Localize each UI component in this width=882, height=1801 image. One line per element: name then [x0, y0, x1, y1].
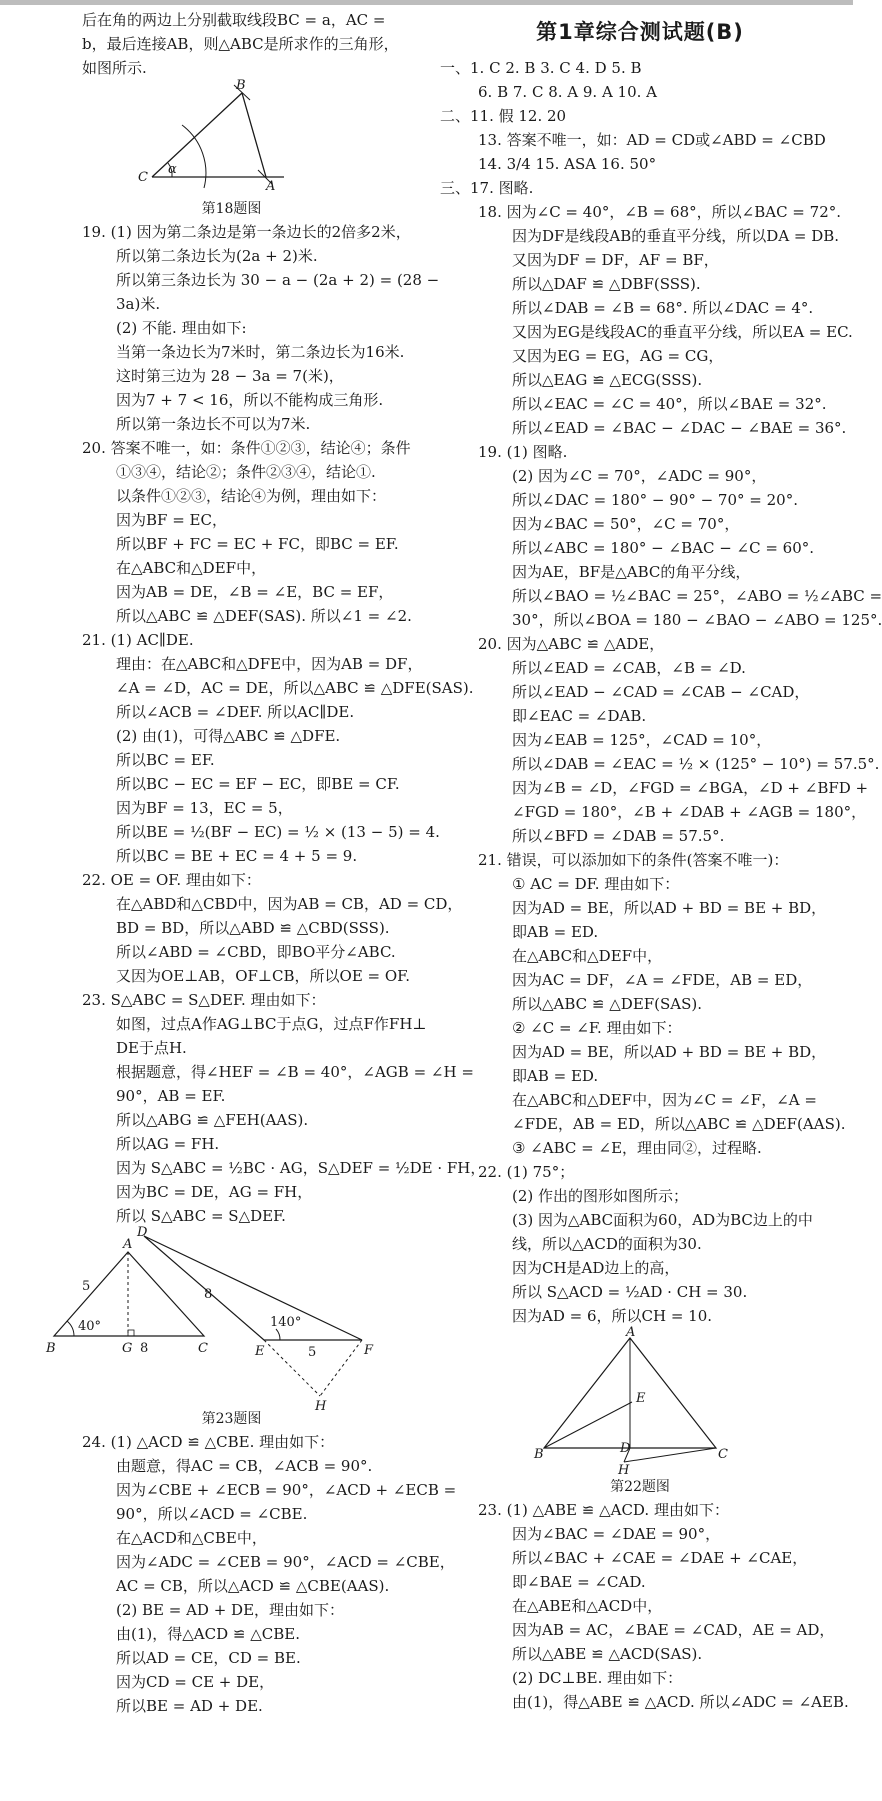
text-line: 因为AE，BF是△ABC的角平分线， [512, 563, 751, 581]
text-line: 在△ACD和△CBE中， [116, 1529, 267, 1547]
text-line: 后在角的两边上分别截取线段BC = a，AC = [82, 11, 386, 29]
text-line: 所以△DAF ≌ △DBF(SSS). [512, 275, 701, 293]
page-title: 第1章综合测试题(B) [536, 20, 744, 44]
fig18-label-a: A [266, 179, 276, 194]
text-line: (2) 因为∠C = 70°，∠ADC = 90°， [512, 467, 767, 485]
fig18-label-b: B [236, 78, 246, 93]
text-line: 因为7 + 7 < 16，所以不能构成三角形. [116, 391, 384, 409]
right-block-1 [440, 56, 882, 1328]
text-line: ① AC = DF. 理由如下： [512, 875, 680, 893]
text-line: 所以BF + FC = EC + FC，即BC = EF. [116, 535, 399, 553]
text-line: ∠FGD = 180°，∠B + ∠DAB + ∠AGB = 180°， [512, 803, 867, 821]
fig23-angle-e: 140° [270, 1315, 302, 1330]
text-line: 23. (1) △ABE ≌ △ACD. 理由如下： [478, 1501, 729, 1519]
fig23-label-c: C [198, 1341, 208, 1356]
text-line: 因为BF = EC， [116, 511, 227, 529]
right-block-2 [440, 1498, 849, 1714]
text-line: 所以第一条边长不可以为7米. [116, 415, 311, 433]
text-line: 22. OE = OF. 理由如下： [82, 871, 261, 889]
text-line: 由题意，得AC = CB，∠ACB = 90°. [116, 1457, 373, 1475]
text-line: 所以∠ACB = ∠DEF. 所以AC∥DE. [116, 703, 355, 721]
left-block-1 [44, 8, 419, 80]
text-line: 所以∠EAD = ∠CAB，∠B = ∠D. [512, 659, 746, 677]
figure-23 [44, 1225, 419, 1414]
text-line: 所以 S△ABC = S△DEF. [116, 1207, 286, 1225]
text-line: 因为∠EAB = 125°，∠CAD = 10°， [512, 731, 772, 749]
text-line: 因为BC = DE，AG = FH， [116, 1183, 313, 1201]
right-column [440, 8, 882, 1714]
fig23-caption: 第23题图 [201, 1411, 262, 1427]
text-line: 所以∠ABC = 180° − ∠BAC − ∠C = 60°. [512, 539, 815, 557]
text-line: 因为DF是线段AB的垂直平分线，所以DA = DB. [512, 227, 840, 245]
text-line: 由(1)，得△ACD ≌ △CBE. [116, 1625, 300, 1643]
text-line: 因为AD = BE，所以AD + BD = BE + BD， [512, 1043, 827, 1061]
text-line: 19. (1) 因为第二条边是第一条边长的2倍多2米， [82, 223, 411, 241]
text-line: 所以BC = BE + EC = 4 + 5 = 9. [116, 847, 358, 865]
text-line: 所以∠EAC = ∠C = 40°，所以∠BAE = 32°. [512, 395, 827, 413]
text-line: 所以∠BFD = ∠DAB = 57.5°. [512, 827, 725, 845]
text-line: 由(1)，得△ABE ≌ △ACD. 所以∠ADC = ∠AEB. [512, 1693, 849, 1711]
fig23-len-ab: 5 [82, 1279, 91, 1294]
text-line: 因为∠BAC = 50°，∠C = 70°， [512, 515, 740, 533]
text-line: 因为BF = 13，EC = 5， [116, 799, 293, 817]
text-line: 所以AG = FH. [116, 1135, 220, 1153]
text-line: 线，所以△ACD的面积为30. [512, 1235, 702, 1253]
text-line: 19. (1) 图略. [478, 443, 568, 461]
text-line: 一、1. C 2. B 3. C 4. D 5. B [440, 59, 642, 77]
text-line: 在△ABC和△DEF中，因为∠C = ∠F，∠A = [512, 1091, 817, 1109]
text-line: 所以∠EAD − ∠CAD = ∠CAB − ∠CAD， [512, 683, 810, 701]
text-line: 因为 S△ABC = ½BC · AG，S△DEF = ½DE · FH， [116, 1159, 486, 1177]
text-line: 90°，所以∠ACD = ∠CBE. [116, 1505, 308, 1523]
fig23-label-g: G [122, 1341, 133, 1356]
text-line: (2) 作出的图形如图所示； [512, 1187, 689, 1205]
fig23-label-f: F [364, 1343, 374, 1358]
text-line: 所以∠DAB = ∠EAC = ½ × (125° − 10°) = 57.5°. [512, 755, 880, 773]
text-line: ∠FDE，AB = ED，所以△ABC ≌ △DEF(AAS). [512, 1115, 846, 1133]
fig22-label-c: C [718, 1447, 728, 1462]
text-line: 即AB = ED. [512, 923, 599, 941]
text-line: 20. 因为△ABC ≌ △ADE， [478, 635, 665, 653]
fig23-len-ef: 5 [308, 1345, 317, 1360]
text-line: 14. 3/4 15. ASA 16. 50° [478, 155, 657, 173]
text-line: 又因为EG = EG，AG = CG， [512, 347, 724, 365]
text-line: DE于点H. [116, 1039, 187, 1057]
text-line: 所以 S△ACD = ½AD · CH = 30. [512, 1283, 748, 1301]
fig23-label-b: B [46, 1341, 56, 1356]
text-line: 23. S△ABC = S△DEF. 理由如下： [82, 991, 326, 1009]
fig18-label-c: C [138, 170, 148, 185]
left-column [44, 8, 486, 1718]
text-line: 所以△EAG ≌ △ECG(SSS). [512, 371, 703, 389]
text-line: 即∠EAC = ∠DAB. [512, 707, 647, 725]
text-line: 90°，AB = EF. [116, 1087, 226, 1105]
text-line: ③ ∠ABC = ∠E，理由同②，过程略. [512, 1139, 762, 1157]
fig22-label-a: A [626, 1325, 636, 1340]
text-line: 因为AB = DE，∠B = ∠E，BC = EF， [116, 583, 394, 601]
text-line: 30°，所以∠BOA = 180 − ∠BAO − ∠ABO = 125°. [512, 611, 882, 629]
left-block-2 [44, 220, 486, 1228]
text-line: 所以∠EAD = ∠BAC − ∠DAC − ∠BAE = 36°. [512, 419, 847, 437]
text-line: 因为AD = BE，所以AD + BD = BE + BD， [512, 899, 827, 917]
text-line: (3) 因为△ABC面积为60，AD为BC边上的中 [512, 1211, 813, 1229]
text-line: 以条件①②③，结论④为例，理由如下： [116, 487, 387, 505]
fig22-label-h: H [618, 1463, 630, 1478]
text-line: 所以∠BAC + ∠CAE = ∠DAE + ∠CAE， [512, 1549, 808, 1567]
text-line: 因为∠BAC = ∠DAE = 90°， [512, 1525, 721, 1543]
text-line: 3a)米. [116, 295, 161, 313]
text-line: 所以△ABC ≌ △DEF(SAS). 所以∠1 = ∠2. [116, 607, 412, 625]
text-line: 根据题意，得∠HEF = ∠B = 40°，∠AGB = ∠H = [116, 1063, 474, 1081]
top-border [0, 0, 853, 5]
text-line: 因为CD = CE + DE， [116, 1673, 275, 1691]
text-line: 所以第三条边长为 30 − a − (2a + 2) = (28 − [116, 271, 440, 289]
fig23-label-e: E [255, 1344, 265, 1359]
fig23-len-gc: 8 [140, 1341, 149, 1356]
text-line: 理由：在△ABC和△DFE中，因为AB = DF， [116, 655, 423, 673]
text-line: 因为AD = 6，所以CH = 10. [512, 1307, 713, 1325]
text-line: 所以∠ABD = ∠CBD，即BO平分∠ABC. [116, 943, 396, 961]
fig23-angle-b: 40° [78, 1319, 102, 1334]
text-line: 因为∠B = ∠D，∠FGD = ∠BGA，∠D + ∠BFD + [512, 779, 869, 797]
fig23-len-de: 8 [204, 1287, 213, 1302]
text-line: 当第一条边长为7米时，第二条边长为16米. [116, 343, 405, 361]
fig22-label-d: D [620, 1441, 631, 1456]
figure-18 [44, 80, 419, 198]
text-line: 21. (1) AC∥DE. [82, 631, 194, 649]
text-line: 二、11. 假 12. 20 [440, 107, 567, 125]
text-line: 21. 错误，可以添加如下的条件(答案不唯一)： [478, 851, 789, 869]
text-line: AC = CB，所以△ACD ≌ △CBE(AAS). [116, 1577, 390, 1595]
text-line: 18. 因为∠C = 40°，∠B = 68°，所以∠BAC = 72°. [478, 203, 842, 221]
fig22-caption: 第22题图 [610, 1479, 670, 1495]
text-line: 又因为OE⊥AB，OF⊥CB，所以OE = OF. [116, 967, 411, 985]
text-line: 所以BE = ½(BF − EC) = ½ × (13 − 5) = 4. [116, 823, 440, 841]
text-line: 如图，过点A作AG⊥BC于点G，过点F作FH⊥ [116, 1015, 427, 1033]
text-line: 三、17. 图略. [440, 179, 534, 197]
text-line: 所以△ABE ≌ △ACD(SAS). [512, 1645, 703, 1663]
text-line: b，最后连接AB，则△ABC是所求作的三角形， [82, 35, 399, 53]
text-line: 因为AB = AC，∠BAE = ∠CAD，AE = AD， [512, 1621, 835, 1639]
text-line: (2) DC⊥BE. 理由如下： [512, 1669, 683, 1687]
fig22-label-b: B [534, 1447, 544, 1462]
fig18-label-alpha: α [168, 162, 177, 177]
text-line: 即∠BAE = ∠CAD. [512, 1573, 646, 1591]
text-line: 24. (1) △ACD ≌ △CBE. 理由如下： [82, 1433, 335, 1451]
fig23-label-d: D [137, 1225, 148, 1240]
text-line: 因为CH是AD边上的高， [512, 1259, 680, 1277]
text-line: 所以△ABG ≌ △FEH(AAS). [116, 1111, 309, 1129]
text-line: 所以AD = CE，CD = BE. [116, 1649, 301, 1667]
text-line: 又因为EG是线段AC的垂直平分线，所以EA = EC. [512, 323, 853, 341]
text-line: 即AB = ED. [512, 1067, 599, 1085]
text-line: 在△ABD和△CBD中，因为AB = CB，AD = CD， [116, 895, 463, 913]
text-line: 所以BC − EC = EF − EC，即BE = CF. [116, 775, 400, 793]
text-line: (2) 不能. 理由如下: [116, 319, 247, 337]
text-line: 所以∠DAB = ∠B = 68°. 所以∠DAC = 4°. [512, 299, 814, 317]
fig23-label-h: H [315, 1399, 327, 1414]
text-line: (2) 由(1)，可得△ABC ≌ △DFE. [116, 727, 341, 745]
text-line: 因为AC = DF，∠A = ∠FDE，AB = ED， [512, 971, 813, 989]
text-line: 13. 答案不唯一，如：AD = CD或∠ABD = ∠CBD [478, 131, 826, 149]
text-line: 所以第二条边长为(2a + 2)米. [116, 247, 318, 265]
text-line: 因为∠ADC = ∠CEB = 90°，∠ACD = ∠CBE， [116, 1553, 455, 1571]
text-line: ①③④，结论②；条件②③④，结论①. [116, 463, 376, 481]
text-line: 又因为DF = DF，AF = BF， [512, 251, 719, 269]
text-line: 所以∠DAC = 180° − 90° − 70° = 20°. [512, 491, 798, 509]
fig18-caption: 第18题图 [201, 201, 262, 217]
text-line: 20. 答案不唯一，如：条件①②③，结论④；条件 [82, 439, 411, 457]
text-line: 所以BC = EF. [116, 751, 215, 769]
text-line: BD = BD，所以△ABD ≌ △CBD(SSS). [116, 919, 390, 937]
text-line: 所以BE = AD + DE. [116, 1697, 263, 1715]
text-line: ② ∠C = ∠F. 理由如下： [512, 1019, 682, 1037]
text-line: 如图所示. [82, 59, 147, 77]
text-line: 在△ABE和△ACD中， [512, 1597, 663, 1615]
fig23-label-a: A [123, 1237, 133, 1252]
left-block-3 [44, 1430, 457, 1718]
text-line: 在△ABC和△DEF中， [116, 559, 267, 577]
text-line: 在△ABC和△DEF中， [512, 947, 663, 965]
text-line: 这时第三边为 28 − 3a = 7(米)， [116, 367, 344, 385]
text-line: 所以△ABC ≌ △DEF(SAS). [512, 995, 703, 1013]
text-line: 因为∠CBE + ∠ECB = 90°，∠ACD + ∠ECB = [116, 1481, 457, 1499]
text-line: 所以∠BAO = ½∠BAC = 25°，∠ABO = ½∠ABC = [512, 587, 882, 605]
text-line: 6. B 7. C 8. A 9. A 10. A [478, 83, 658, 101]
text-line: ∠A = ∠D，AC = DE，所以△ABC ≌ △DFE(SAS). [116, 679, 474, 697]
figure-22 [440, 1325, 840, 1478]
text-line: (2) BE = AD + DE，理由如下： [116, 1601, 345, 1619]
fig22-label-e: E [636, 1391, 646, 1406]
text-line: 22. (1) 75°； [478, 1163, 575, 1181]
